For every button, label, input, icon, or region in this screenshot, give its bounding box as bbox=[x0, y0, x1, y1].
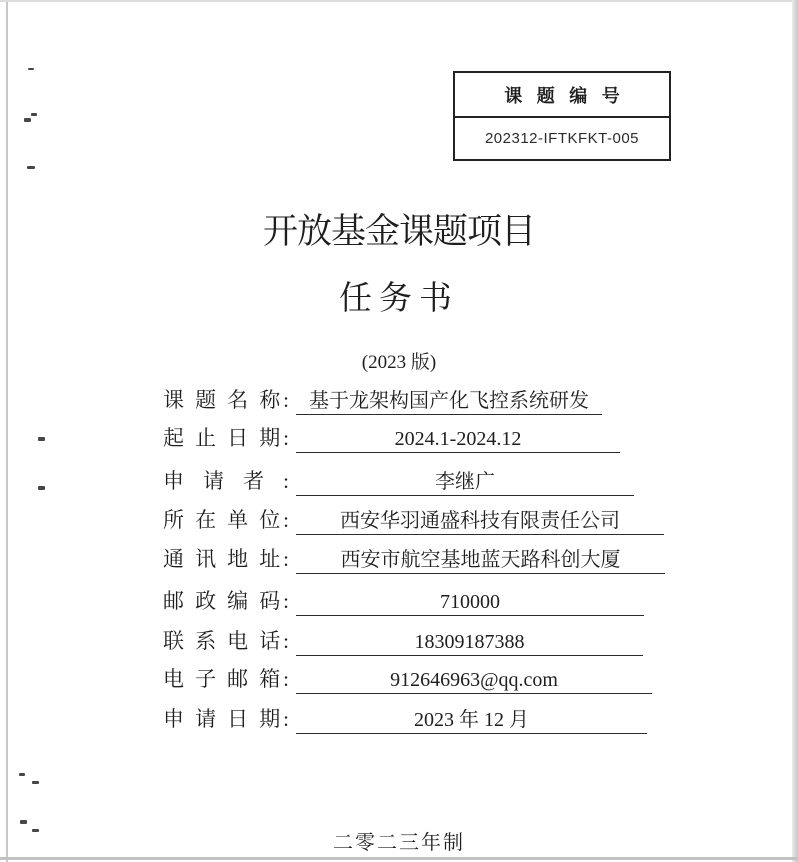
field-value-underlined: 西安华羽通盛科技有限责任公司 bbox=[296, 504, 664, 535]
field-value-underlined: 基于龙架构国产化飞控系统研发 bbox=[296, 384, 602, 415]
field-row-project-title bbox=[163, 383, 602, 415]
field-label: 电 子 邮 箱: bbox=[163, 667, 289, 691]
document-subtitle: 任务书 bbox=[339, 281, 459, 317]
field-value-underlined: 李继广 bbox=[296, 465, 634, 496]
field-label: 申 请 者 : bbox=[163, 469, 289, 493]
scan-speckle bbox=[19, 773, 25, 776]
field-value-underlined: 18309187388 bbox=[296, 631, 643, 656]
field-label: 邮 政 编 码: bbox=[163, 589, 289, 613]
scan-edge-right bbox=[792, 0, 798, 862]
field-label: 联 系 电 话: bbox=[163, 629, 289, 653]
scan-edge-bottom bbox=[0, 857, 798, 860]
field-value-underlined: 2023 年 12 月 bbox=[296, 703, 647, 734]
project-number-label: 课 题 编 号 bbox=[455, 73, 669, 118]
field-label: 申 请 日 期: bbox=[163, 707, 289, 731]
scan-speckle bbox=[38, 437, 45, 441]
scan-speckle bbox=[32, 781, 39, 784]
field-row-applicant bbox=[163, 464, 634, 496]
document-title: 开放基金课题项目 bbox=[262, 212, 535, 251]
project-number-value: 202312-IFTKFKT-005 bbox=[484, 130, 640, 147]
field-row-postal-code bbox=[163, 584, 644, 616]
field-row-organization bbox=[163, 503, 664, 535]
scan-speckle bbox=[24, 118, 31, 122]
field-label: 所 在 单 位: bbox=[163, 508, 289, 532]
scan-edge-top bbox=[0, 0, 798, 2]
scan-speckle bbox=[31, 113, 37, 116]
field-label: 起 止 日 期: bbox=[163, 426, 289, 450]
footer-edition-note: 二零二三年制 bbox=[333, 832, 465, 854]
field-row-application-date bbox=[163, 702, 647, 734]
scan-speckle bbox=[27, 166, 35, 169]
project-number-box bbox=[453, 71, 671, 161]
field-label: 通 讯 地 址: bbox=[163, 547, 289, 571]
scan-edge-left bbox=[6, 0, 8, 862]
field-value-underlined: 912646963@qq.com bbox=[296, 669, 652, 694]
scan-speckle bbox=[20, 820, 27, 824]
field-row-duration bbox=[163, 421, 620, 453]
field-row-email bbox=[163, 662, 652, 694]
field-row-phone bbox=[163, 624, 643, 656]
scan-speckle bbox=[38, 486, 45, 490]
field-value-underlined: 2024.1-2024.12 bbox=[296, 428, 620, 453]
field-value-underlined: 西安市航空基地蓝天路科创大厦 bbox=[296, 543, 665, 574]
field-row-address bbox=[163, 542, 665, 574]
scan-speckle bbox=[28, 68, 34, 70]
document-version: (2023 版) bbox=[361, 352, 437, 373]
field-value-underlined: 710000 bbox=[296, 591, 644, 616]
field-label: 课 题 名 称: bbox=[163, 388, 289, 412]
